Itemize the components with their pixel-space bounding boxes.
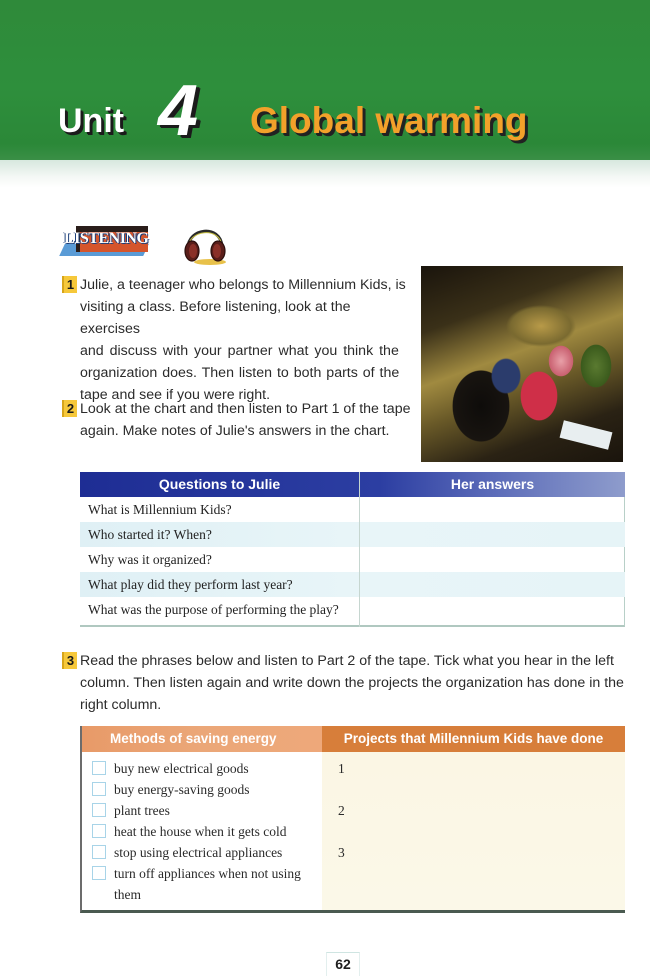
exercise-text [80, 650, 624, 716]
answer-cell[interactable] [361, 572, 623, 597]
text-line: again. Make notes of Julie's answers in the chart. [80, 423, 390, 439]
column-header-projects: Projects that Millennium Kids have done [322, 726, 625, 752]
method-label: turn off appliances when not using [114, 866, 301, 881]
listening-section-badge [62, 224, 170, 256]
energy-methods-table [80, 726, 625, 913]
unit-number: 4 [158, 71, 199, 151]
exercise-number-badge: 2 [62, 400, 77, 417]
exercise-number-badge: 3 [62, 652, 77, 669]
project-number: 1 [338, 761, 345, 776]
photo-kids-planting-trees [421, 266, 623, 462]
method-checkbox[interactable] [92, 824, 106, 838]
text-line: visiting a class. Before listening, look at the exercises [80, 299, 351, 337]
project-number: 3 [338, 845, 345, 860]
project-answer-field[interactable] [357, 758, 612, 779]
text-line: organization does. Then listen to both parts of the [80, 365, 400, 381]
method-label: buy new electrical goods [114, 761, 249, 776]
method-checkbox[interactable] [92, 866, 106, 880]
text-line: Julie, a teenager who belongs to Millennium Kids, is [80, 277, 406, 293]
section-label: LISTENING [64, 230, 149, 247]
text-line: and discuss with your partner what you think the [80, 343, 399, 359]
column-divider [359, 472, 360, 627]
table-header [80, 472, 625, 497]
method-label: heat the house when it gets cold [114, 824, 287, 839]
headphones-icon [180, 222, 230, 266]
answer-cell[interactable] [361, 497, 623, 522]
method-checkbox[interactable] [92, 845, 106, 859]
question-cell: Who started it? When? [88, 527, 212, 542]
method-label: plant trees [114, 803, 170, 818]
page-number: 62 [326, 952, 360, 976]
question-cell: What is Millennium Kids? [88, 502, 232, 517]
method-checkbox[interactable] [92, 761, 106, 775]
project-answer-field[interactable] [357, 800, 612, 821]
text-line: Look at the chart and then listen to Part 1 of the tape [80, 401, 411, 417]
julie-questions-table [80, 472, 625, 627]
column-header-answers: Her answers [450, 476, 535, 492]
exercise-2 [62, 398, 412, 444]
question-cell: What play did they perform last year? [88, 577, 293, 592]
method-label-continuation: them [114, 887, 141, 902]
project-answer-field[interactable] [357, 842, 612, 863]
table-row [80, 597, 625, 622]
text-line: tape and see if you were right. [80, 387, 271, 403]
project-number: 2 [338, 803, 345, 818]
column-header-methods: Methods of saving energy [82, 726, 322, 752]
table-row [80, 522, 625, 547]
method-checkbox[interactable] [92, 803, 106, 817]
unit-banner [0, 0, 650, 160]
method-label: buy energy-saving goods [114, 782, 250, 797]
unit-title: Global warming [250, 100, 528, 141]
text-line: Read the phrases below and listen to Part 2 of the tape. Tick what you hear in the left [80, 653, 614, 669]
question-cell: Why was it organized? [88, 552, 212, 567]
table-row [80, 497, 625, 522]
method-label: stop using electrical appliances [114, 845, 283, 860]
text-line: column. Then listen again and write down the projects the organization has done in the [80, 675, 624, 691]
table-row [80, 572, 625, 597]
text-line: right column. [80, 697, 162, 713]
answer-cell[interactable] [361, 547, 623, 572]
answer-cell[interactable] [361, 522, 623, 547]
exercise-1 [62, 274, 412, 403]
photo-detail [560, 420, 613, 450]
exercise-3 [62, 650, 632, 716]
exercise-number-badge: 1 [62, 276, 77, 293]
exercise-text [80, 398, 410, 442]
exercise-text [80, 274, 412, 406]
unit-label: Unit [58, 102, 125, 140]
question-cell: What was the purpose of performing the play? [88, 602, 339, 617]
table-row [80, 547, 625, 572]
method-checkbox[interactable] [92, 782, 106, 796]
column-header-questions: Questions to Julie [158, 476, 281, 492]
answer-cell[interactable] [361, 597, 623, 622]
